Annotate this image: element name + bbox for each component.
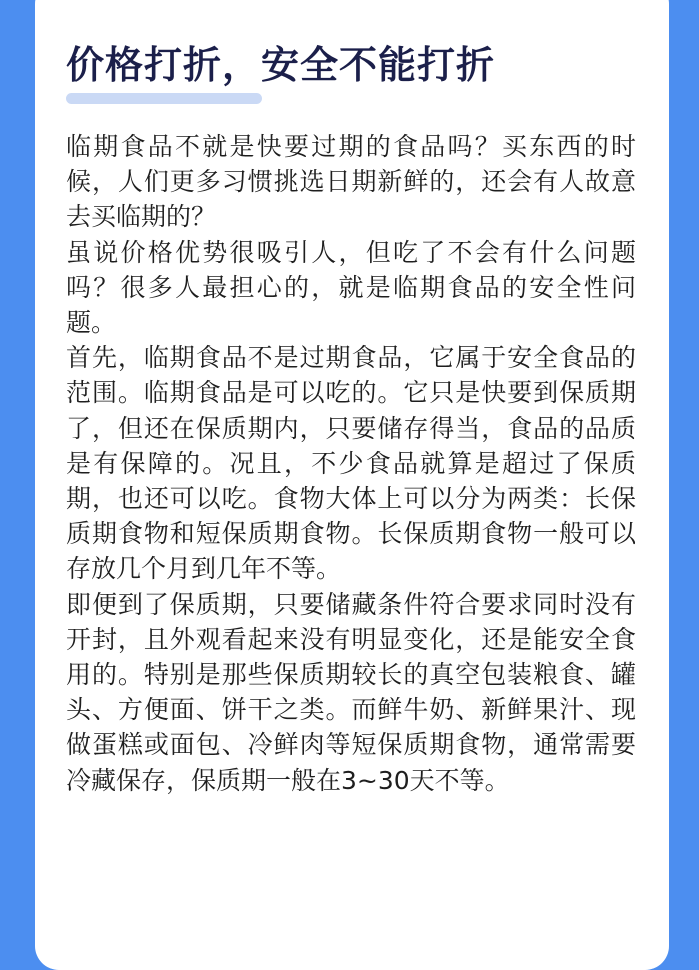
article-paragraph-4: 即便到了保质期，只要储藏条件符合要求同时没有开封，且外观看起来没有明显变化，还是能安全食用的。特别是那些保质期较长的真空包装粮食、罐头、方便面、饼干之类。而鲜牛奶、新鲜果汁、现做蛋糕或面包、冷鲜肉等短保质期食物，通常需要冷藏保存，保质期一般在3~30天不等。 xyxy=(66,589,636,795)
article-paragraph-2: 虽说价格优势很吸引人，但吃了不会有什么问题吗？很多人最担心的，就是临期食品的安全性问题。 xyxy=(66,237,636,338)
title-underline-decoration xyxy=(66,93,262,104)
article-body xyxy=(66,129,636,798)
article-paragraph-3: 首先，临期食品不是过期食品，它属于安全食品的范围。临期食品是可以吃的。它只是快要到保质期了，但还在保质期内，只要储存得当，食品的品质是有保障的。况且，不少食品就算是超过了保质期，也还可以吃。食物大体上可以分为两类：长保质期食物和短保质期食物。长保质期食物一般可以存放几个月到几年不等。 xyxy=(66,343,636,584)
article-title: 价格打折，安全不能打折 xyxy=(66,43,496,87)
article-paragraph-1: 临期食品不就是快要过期的食品吗？买东西的时候，人们更多习惯挑选日期新鲜的，还会有人故意去买临期的？ xyxy=(66,132,636,232)
title-block xyxy=(66,40,495,90)
